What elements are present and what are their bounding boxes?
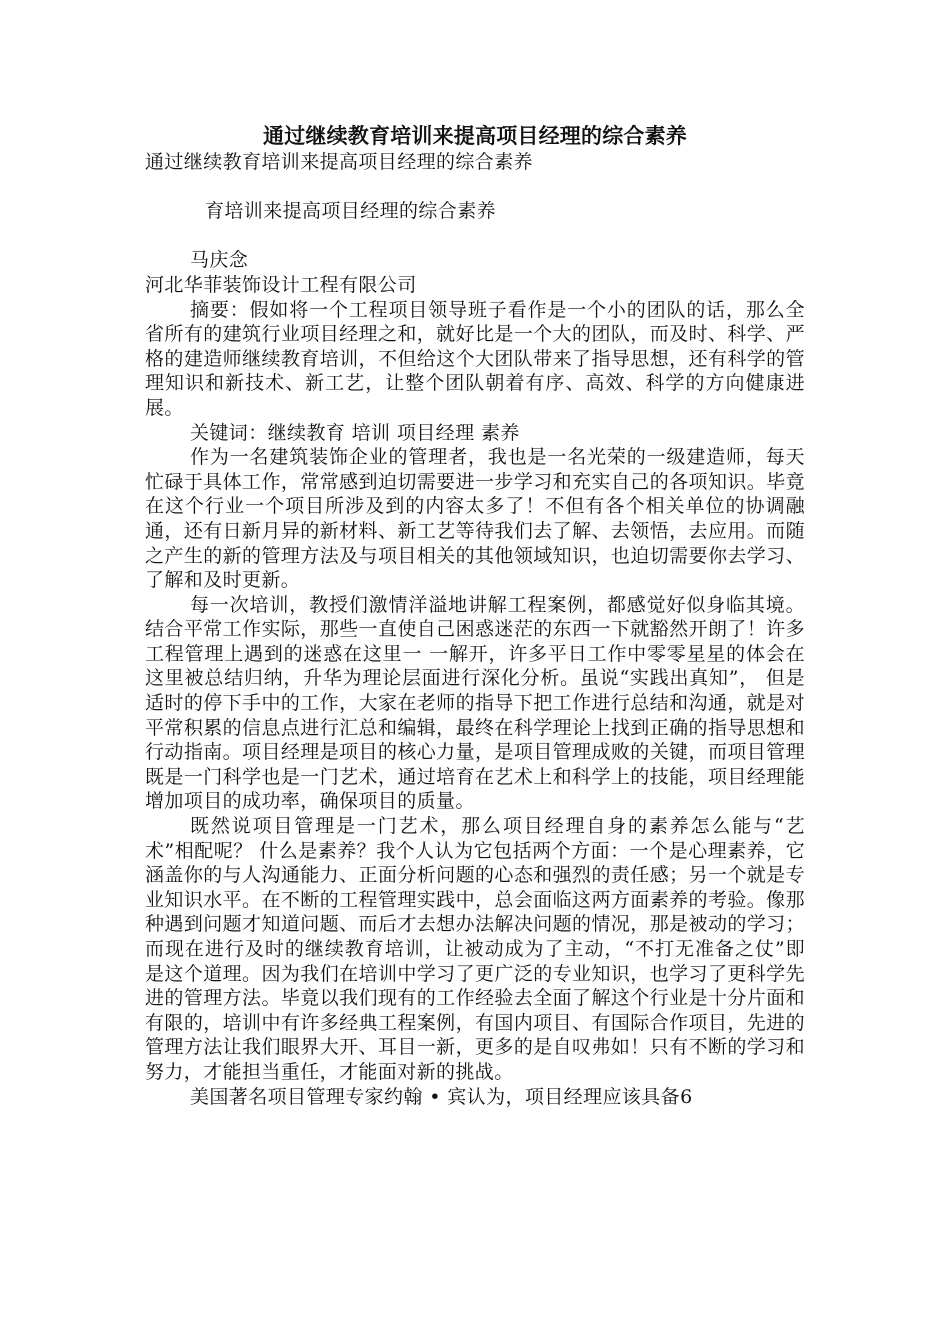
- subtitle: 育培训来提高项目经理的综合素养: [205, 200, 497, 223]
- body-paragraph: 美国著名项目管理专家约翰 • 宾认为，项目经理应该具备6: [190, 1085, 693, 1108]
- author-name: 马庆念: [190, 249, 249, 272]
- body-paragraph: 作为一名建筑装饰企业的管理者，我也是一名光荣的一级建造师，每天忙碌于具体工作，常常感到迫切需要进一步学习和充实自己的各项知识。毕竟在这个行业一个项目所涉及到的内容太多了！不但有各个相关单位的协调融通，还有日新月异的新材料、新工艺等待我们去了解、去领悟，去应用。而随之产生的新的管理方法及与项目相关的其他领域知识，也迫切需要你去学习、了解和及时更新。: [145, 446, 805, 592]
- body-paragraph: 既然说项目管理是一门艺术，那么项目经理自身的素养怎么能与“艺术”相配呢？ 什么是素养？我个人认为它包括两个方面：一个是心理素养，它涵盖你的与人沟通能力、正面分析问题的心态和强烈的责任感；另一个就是专业知识水平。在不断的工程管理实践中，总会面临这两方面素养的考验。像那种遇到问题才知道问题、而后才去想办法解决问题的情况，那是被动的学习；而现在进行及时的继续教育培训，让被动成为了主动，“不打无准备之仗”即是这个道理。因为我们在培训中学习了更广泛的专业知识，也学习了更科学先进的管理方法。毕竟以我们现有的工作经验去全面了解这个行业是十分片面和有限的，培训中有许多经典工程案例，有国内项目、有国际合作项目，先进的管理方法让我们眼界大开、耳目一新，更多的是自叹弗如！只有不断的学习和努力，才能担当重任，才能面对新的挑战。: [145, 815, 805, 1083]
- document-body: [145, 150, 805, 1109]
- abstract: 摘要：假如将一个工程项目领导班子看作是一个小的团队的话，那么全省所有的建筑行业项目经理之和，就好比是一个大的团队，而及时、科学、严格的建造师继续教育培训，不但给这个大团队带来了指导思想，还有科学的管理知识和新技术、新工艺，让整个团队朝着有序、高效、科学的方向健康进展。: [145, 298, 805, 419]
- company-name: 河北华菲装饰设计工程有限公司: [145, 273, 417, 296]
- body-paragraph: 每一次培训，教授们激情洋溢地讲解工程案例，都感觉好似身临其境。结合平常工作实际，那些一直使自己困惑迷茫的东西一下就豁然开朗了！许多工程管理上遇到的迷惑在这里一 一解开，许多平日工作中零零星星的体会在这里被总结归纳，升华为理论层面进行深化分析。虽说“实践出真知”， 但是适时的停下手中的工作，大家在老师的指导下把工作进行总结和沟通，就是对平常积累的信息点进行汇总和编辑，最终在科学理论上找到正确的指导思想和行动指南。项目经理是项目的核心力量，是项目管理成败的关键，而项目管理既是一门科学也是一门艺术，通过培育在艺术上和科学上的技能，项目经理能增加项目的成功率，确保项目的质量。: [145, 593, 805, 813]
- keywords: 关键词：继续教育 培训 项目经理 素养: [190, 421, 520, 444]
- repeated-title: 通过继续教育培训来提高项目经理的综合素养: [145, 151, 534, 173]
- document-title: 通过继续教育培训来提高项目经理的综合素养: [263, 124, 687, 148]
